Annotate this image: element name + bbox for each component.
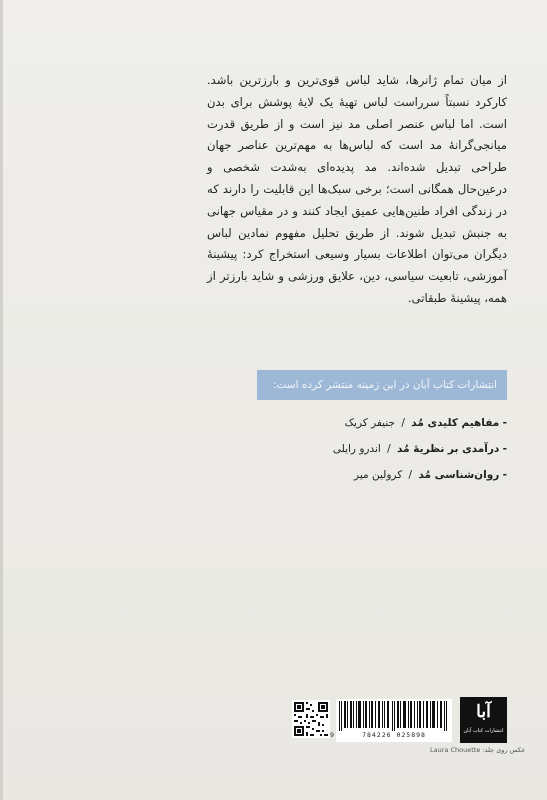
list-dash: - bbox=[502, 469, 507, 481]
related-books-banner: انتشارات کتاب آبان در این زمینه منتشر کرده است: bbox=[257, 370, 507, 400]
book-title: روان‌شناسی مُد bbox=[418, 469, 500, 481]
book-author: اندرو رایلی bbox=[332, 443, 381, 455]
book-author: کرولین میر bbox=[354, 469, 403, 481]
qr-code bbox=[292, 700, 330, 738]
blurb-text: از میان تمام ژانرها، شاید لباس قوی‌ترین و بارزترین باشد. کارکرد نسبتاً سرراست لباس تهیهٔ یک لایهٔ پوشش برای بدن است. اما لباس عنصر اصلی مد نیز است و از طریق قدرت میانجی‌گرانهٔ مد است که لباس‌ها به مهم‌ترین عناصر جهان طراحی تبدیل شده‌اند. مد پدیده‌ای به‌شدت شخصی و درعین‌حال همگانی است؛ برخی سبک‌ها این قابلیت را دارند که در زندگی افراد طنین‌هایی عمیق ایجاد کنند و در مقیاس جهانی به جنبش تبدیل شوند. از طریق تحلیل مفهوم نمادین لباس دیگران می‌توان اطلاعات بسیار وسیعی استخراج کرد: پیشینهٔ آموزشی، تابعیت سیاسی، دین، علایق ورزشی و شاید بارزتر از همه، پیشینهٔ طبقاتی. bbox=[207, 73, 507, 305]
blurb bbox=[207, 70, 507, 310]
list-item bbox=[247, 462, 507, 488]
book-title: مفاهیم کلیدی مُد bbox=[411, 417, 500, 429]
cover-credit-label: عکس روی جلد: bbox=[482, 746, 526, 754]
book-title: درآمدی بر نظریهٔ مُد bbox=[397, 443, 500, 455]
barcode-digits: 784226 025898 bbox=[336, 731, 452, 742]
publisher-logo bbox=[460, 697, 507, 743]
cover-credit-name: Laura Chouette bbox=[430, 746, 481, 754]
book-author: جنیفر کریک bbox=[344, 417, 396, 429]
separator: / bbox=[401, 417, 405, 429]
list-item bbox=[247, 410, 507, 436]
list-dash: - bbox=[502, 443, 507, 455]
list-dash: - bbox=[502, 417, 507, 429]
list-item bbox=[247, 436, 507, 462]
separator: / bbox=[408, 469, 413, 481]
barcode-prefix: 9 bbox=[330, 731, 334, 739]
publisher-logo-mark: آبا bbox=[476, 702, 491, 722]
separator: / bbox=[387, 443, 391, 455]
cover-photo-credit bbox=[430, 746, 525, 754]
publisher-name: انتشارات کتاب آبان bbox=[463, 728, 504, 734]
related-books-list bbox=[247, 410, 507, 488]
cover-edge bbox=[0, 0, 3, 800]
